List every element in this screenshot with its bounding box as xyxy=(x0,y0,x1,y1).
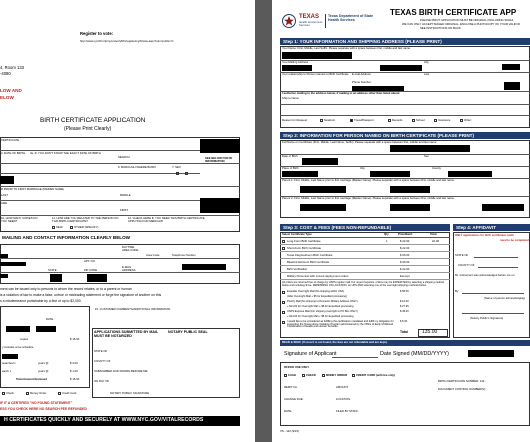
other-label: OTHER (SPECIFY) xyxy=(74,225,99,229)
fee-search-amount: $ 1.00 xyxy=(70,369,78,373)
form-title: BIRTH CERTIFICATE APPLICATION xyxy=(40,117,146,124)
office-check: CHECK xyxy=(306,373,316,377)
fee-item[interactable] xyxy=(280,266,450,273)
affidavit-county: COUNTY OF xyxy=(458,263,475,267)
register-url[interactable]: http://www.nyccfb.info/nycvotes/VRC/registeringToVote.aspx?utm=public rfv xyxy=(80,39,174,43)
ship-checkbox[interactable] xyxy=(282,311,285,314)
reason-school-checkbox[interactable] xyxy=(412,119,415,122)
ship-price: $ 45.00 xyxy=(400,310,409,313)
payment-check-checkbox[interactable] xyxy=(2,392,5,395)
fee-total-label: Total Amount Enclosed xyxy=(16,377,47,381)
redaction xyxy=(502,64,520,70)
warning-line-1: ment can be issued only to persons to whom the record relates, or to a parent or human xyxy=(0,287,132,291)
form-subtitle: (Please Print Clearly) xyxy=(64,126,112,132)
red-note-1: LOW AND xyxy=(0,88,22,93)
note-2: WE CAN ONLY ACCEPT MAILED ORIGINAL. ENCLOSE A PHOTOCOPY OF YOUR VALID ID xyxy=(402,22,521,26)
fee-col-qty: Qty xyxy=(384,232,389,236)
ship-name: Expedite Overnight Mail (No shipping within USA) xyxy=(287,290,345,293)
fee-item-price: $ 22.00 xyxy=(400,239,410,243)
fee-total-amount: $ 15.00 xyxy=(70,377,80,381)
date-signed-label: Date Signed (MM/DD/YYYY) xyxy=(380,351,449,357)
fee-col-price: Price/Each xyxy=(398,232,413,236)
redaction xyxy=(200,139,240,153)
affidavit-red: ONLY applications for birth certificates (with xyxy=(455,233,514,237)
step1-relationship: Your relationship to Person named on Birth Certificate xyxy=(282,72,349,76)
redaction xyxy=(390,204,430,211)
self-label: SELF xyxy=(56,225,63,229)
office-credit-checkbox[interactable] xyxy=(352,374,355,377)
fee-item-name: Short-Form Birth Certificate xyxy=(287,246,322,250)
ship-name: USPS Express Mail (For shipping overnight to PO Box ONLY) xyxy=(287,310,358,313)
step1-ship-to: Ship to Name xyxy=(282,96,299,100)
ship-name: + $14.00 for Overnight Mail + $5 for Expedited processing xyxy=(287,305,354,308)
footer-text: H CERTIFICATES QUICKLY AND SECURELY AT WWW.NYC.GOV/VITALRECORDS xyxy=(4,417,204,423)
redaction xyxy=(390,186,430,193)
field-certificate: CERTIFICATE xyxy=(1,138,20,142)
sex-male-checkbox[interactable] xyxy=(176,172,179,175)
note-1: PLEASE PRINT. APPLICATION MUST BE ORIGINAL (INCLUDING SIGNA xyxy=(420,18,514,22)
office-cash-checkbox[interactable] xyxy=(284,374,287,377)
mail-header: MAILING AND CONTACT INFORMATION CLEARLY BELOW xyxy=(2,235,131,240)
fee-item-checkbox[interactable] xyxy=(282,247,285,250)
redaction xyxy=(300,186,346,193)
reason-travel-checkbox[interactable] xyxy=(350,119,353,122)
field-borough: 6. BOROUGH WHERE BORN xyxy=(118,165,156,169)
field-mother-maiden: R PRIOR TO FIRST MARRIAGE (MAIDEN NAME) xyxy=(1,187,65,191)
step2-place: Place of Birth xyxy=(282,166,299,170)
reason-insurance-checkbox[interactable] xyxy=(434,119,437,122)
not-found-2: ESS YOU CHECK HERE NO SEARCH FEE REFUNDED xyxy=(0,407,87,411)
field-copies: 10. HOW MANY COPIES DO YOU NEED? xyxy=(1,216,38,223)
birth-cert-number: BIRTH CERTIFICATE NUMBER: 142 - xyxy=(438,379,487,383)
step2-full-name: Full Name on Certificate (First, Middle, Last Name, Suffix). Please separate with a space between first, middle and last name. xyxy=(282,140,438,144)
read-sign: READ & SIGN: (If record is not found, the fees are not refundable and are kept.) xyxy=(282,340,388,344)
office-money-order-checkbox[interactable] xyxy=(322,374,325,377)
step2-county: County xyxy=(432,166,441,170)
notary-signature: NOTARY PUBLIC SIGNATURE xyxy=(110,391,150,395)
ship-checkbox[interactable] xyxy=(282,321,285,324)
field-search: SEARCH xyxy=(118,155,130,159)
redaction xyxy=(0,254,8,258)
field-last: LAST xyxy=(1,193,8,197)
office-change: CHANGE DUE: xyxy=(284,397,304,401)
office-credit: CREDIT CARD (with fee only) xyxy=(356,373,395,377)
address-line-2: -4080 xyxy=(0,71,11,76)
fee-item-total: 22.00 xyxy=(432,239,439,243)
redaction xyxy=(36,326,56,332)
field-sex: 7. SEX xyxy=(172,165,181,169)
office-location: LOCATION xyxy=(336,397,351,401)
reason-other: Other: xyxy=(464,118,472,122)
payment-check: Check xyxy=(6,391,14,395)
register-label: Register to vote: xyxy=(80,31,114,36)
affidavit-name-person: (Name of person acknowledging) xyxy=(484,296,526,300)
seal-hhs: Health and Human Services xyxy=(299,20,323,27)
office-cash: CASH xyxy=(288,373,296,377)
field-middle: MIDDLE xyxy=(120,193,131,197)
redaction xyxy=(282,65,312,71)
notary-seal: NOTARY PUBLIC SEAL xyxy=(168,330,208,334)
reason-travel: Travel/Passport xyxy=(354,118,374,122)
office-amount: AMOUNT xyxy=(336,385,349,389)
mail-daytime: DAYTIME AREA CODE xyxy=(122,245,139,252)
fee-item-price: $ 22.00 xyxy=(400,246,410,250)
field-unknown-dob: 3a. IF YOU DON'T KNOW THE EXACT DATE OF BIRTH xyxy=(30,151,101,155)
texas-birth-certificate-form xyxy=(272,0,530,442)
reason-label: Reason for Request: xyxy=(282,118,308,122)
fee-item-price: Exempt xyxy=(400,274,410,278)
notary-subscribed: SUBSCRIBED AND SWORN BEFORE ME xyxy=(94,369,148,373)
fee-copies-amount: $ 15.00 xyxy=(70,337,80,341)
step-4-header: Step 4: AFFIDAVIT xyxy=(453,224,530,231)
total-value: 135.00 xyxy=(422,329,438,335)
fee-item-name: Texas Flag Heirloom Birth Certificate xyxy=(287,253,333,257)
field-first: FIRST xyxy=(120,208,129,212)
redaction xyxy=(0,274,8,278)
field-relationship: 11. HOW ARE YOU RELATED TO THE PERSON ON THIS BIRTH CERTIFICATE? xyxy=(52,216,119,223)
office-box xyxy=(280,362,530,426)
notary-county: COUNTY OF xyxy=(94,359,111,363)
fee-item[interactable] xyxy=(280,245,450,252)
redaction xyxy=(2,354,18,359)
fee-item-price: $ 22.00 xyxy=(400,267,410,271)
step1-last: Last xyxy=(424,72,430,76)
ship-name: + $14.00 for Overnight Mail + $5 for Expedited processing xyxy=(287,315,354,318)
mail-apt: APT. NO. xyxy=(84,259,96,263)
reason-newborn: Newborn xyxy=(324,118,336,122)
redaction xyxy=(182,264,226,270)
other-checkbox[interactable] xyxy=(70,226,73,229)
self-checkbox[interactable] xyxy=(52,226,55,229)
reason-insurance: Insurance xyxy=(438,118,451,122)
date-label: DATE xyxy=(46,317,54,321)
office-filed-by: FILED BY STAFF: xyxy=(336,409,359,413)
affidavit-red-2: need to be completed xyxy=(500,238,529,242)
ship-price: $ 10.00 xyxy=(400,300,409,303)
fee-search: earch x xyxy=(2,369,12,373)
step1-address: Your Mailing Address xyxy=(282,60,309,64)
address-line-1: 4, Room 133 xyxy=(0,65,24,70)
field-father-name: AME xyxy=(1,201,8,205)
agency-name: Texas Department of State Health Services xyxy=(328,14,374,22)
fee-item-price: $ 60.00 xyxy=(400,260,410,264)
fee-item-list xyxy=(280,238,450,280)
office-check-checkbox[interactable] xyxy=(302,374,305,377)
affidavit-by: By xyxy=(455,289,459,293)
texas-hhs-seal-icon xyxy=(282,14,296,28)
redaction xyxy=(50,274,62,282)
seal-texas: TEXAS xyxy=(299,14,320,20)
warning-line-2: is a violation of law to make a false, untrue or misleading statement or forge the signature of another on this xyxy=(0,293,162,297)
affidavit-state: STATE OF xyxy=(455,253,469,257)
customer-comments: 15. CUSTOMER COMMENTS/ADDITIONAL INFORMATION xyxy=(95,307,171,311)
ship-checkbox[interactable] xyxy=(282,291,285,294)
fee-item-name: Military Personnel with current deployment orders xyxy=(287,274,349,278)
fee-searched-units: years @ xyxy=(38,361,49,365)
redaction xyxy=(282,171,318,177)
ship-name: Priority Mail (No shipping to Domestic Military Address ONLY) xyxy=(287,300,358,303)
redaction xyxy=(390,145,470,152)
reason-other-checkbox[interactable] xyxy=(460,119,463,122)
reason-school: School xyxy=(416,118,425,122)
mail-telephone: Telephone Number xyxy=(172,253,196,257)
fee-item[interactable] xyxy=(280,238,450,245)
mail-state: STATE xyxy=(48,268,57,272)
payment-money-order: Money Order xyxy=(30,391,47,395)
ship-price: $ 27.95 xyxy=(400,305,409,308)
redaction xyxy=(482,204,524,211)
texas-title: TEXAS BIRTH CERTIFICATE APP xyxy=(390,8,517,17)
step-3-header: Step 3: COST & FEES (FEES NON-REFUNDABLE) xyxy=(280,224,450,231)
not-found-1: IF IT A CERTIFIED "NO FOUND STATEMENT" xyxy=(0,401,73,405)
sex-female-checkbox[interactable] xyxy=(185,172,188,175)
step1-phone: Phone Number xyxy=(352,80,371,84)
payment-credit-checkbox[interactable] xyxy=(58,392,61,395)
notarized-note: APPLICATIONS SUBMITTED BY MAIL MUST BE NOTARIZED xyxy=(94,330,159,338)
step-1-header: Step 1: YOUR INFORMATION AND SHIPPING ADDRESS (PLEASE PRINT) xyxy=(280,38,530,45)
notary-state: STATE OF xyxy=(94,349,108,353)
redaction xyxy=(87,274,107,282)
fee-searched-amount: $ 3.00 xyxy=(70,361,78,365)
step2-dob: Date of Birth xyxy=(282,154,298,158)
affidavit-notary-sig: (Notary Public's Signature) xyxy=(470,316,504,320)
mail-area-code: Area Code xyxy=(146,253,160,257)
fee-schedule: y includes a fee schedule xyxy=(2,345,34,349)
fee-item[interactable] xyxy=(280,252,450,259)
redaction xyxy=(300,204,346,211)
step1-email: E-mail Address xyxy=(352,72,371,76)
affidavit-box xyxy=(453,232,530,338)
ship-list xyxy=(280,290,450,333)
payment-money-order-checkbox[interactable] xyxy=(26,392,29,395)
redaction xyxy=(352,86,404,91)
redaction xyxy=(302,158,338,165)
fee-item[interactable] xyxy=(280,273,450,280)
redaction xyxy=(370,171,410,177)
field-medicaid: 12. CHECK HERE IF YOU NEED THIS BIRTH CERTIFICATE APPLYING FOR MEDICAID xyxy=(128,216,205,223)
ship-name: I would like to be considered as fulfilling the certification mandated and fulfill my obligation for supporting the Texas Home Visitation Program administered by the Office of Early Childhood Coordination of Health and Human Services. xyxy=(287,320,394,329)
step1-city: City xyxy=(424,60,429,64)
fee-item-name: Long-Form Birth Certificate xyxy=(287,239,321,243)
step2-parent1: Parent 1: First, Middle, Last Name prior to first marriage (Maiden Name). Please separate with a space between first, middle and last name. xyxy=(282,178,455,182)
fee-col-total: Total xyxy=(430,232,437,236)
redaction xyxy=(504,82,520,90)
redaction xyxy=(200,198,240,213)
redaction xyxy=(282,52,352,59)
fee-item[interactable] xyxy=(280,259,450,266)
fee-item-checkbox[interactable] xyxy=(282,240,285,243)
office-remit: REMIT No. xyxy=(284,385,298,389)
ship-price: $ 5.00 xyxy=(400,320,408,323)
redaction xyxy=(468,350,514,357)
reason-records: Records xyxy=(392,118,403,122)
ship-price: $ 55.00 xyxy=(400,290,409,293)
signature-label: Signature of Applicant xyxy=(284,351,337,357)
warning-line-3: s a misdemeanor punishable by a fine of up to $2,000. xyxy=(0,299,82,303)
red-note-2: ELOW xyxy=(0,95,14,100)
fee-copies: copies xyxy=(20,337,29,341)
payment-credit: Credit Card xyxy=(62,391,77,395)
step2-sex: Sex xyxy=(424,154,429,158)
ship-checkbox[interactable] xyxy=(282,301,285,304)
doc-control-number: DOCUMENT CONTROL NUMBER(S): xyxy=(438,387,486,391)
redaction xyxy=(0,262,26,266)
mail-email: E-MAIL ADDRESS xyxy=(122,265,136,272)
mail-zip: ZIP CODE xyxy=(84,268,98,272)
fee-col-type: Select Certificate Type xyxy=(282,232,312,236)
redaction xyxy=(6,326,30,332)
office-use: OFFICE USE ONLY xyxy=(284,365,310,369)
affidavit-acknowledged: Mr. Instrument was acknowledged before me on xyxy=(455,273,515,277)
form-number: VS - 142 (9/15) xyxy=(280,429,299,433)
office-date: DATE: xyxy=(284,409,293,413)
field-date-of-birth: 2. DATE OF BIRTH xyxy=(1,151,26,155)
step1-name: Your Name: First, Middle, Last Suffix. Please separate with a space between first, middle and last name. xyxy=(282,46,411,50)
note-3: SEE INSTRUCTIONS ON BACK xyxy=(420,26,461,30)
fee-item-price: $ 60.00 xyxy=(400,253,410,257)
redaction xyxy=(380,65,422,71)
fee-search-units: years @ xyxy=(38,369,49,373)
redaction xyxy=(448,171,492,177)
fee-searched: searched x xyxy=(2,361,16,365)
reason-records-checkbox[interactable] xyxy=(388,119,391,122)
step-2-header: Step 2: INFORMATION FOR PERSON NAMED ON BIRTH CERTIFICATE (PLEASE PRINT) xyxy=(280,132,530,139)
ship-name: (After Overnight Mail + $5 for Expedited processing) xyxy=(287,295,347,298)
office-money-order: MONEY ORDER xyxy=(326,373,348,377)
step1-authorize: I authorize mailing to the address below, if mailing to an address other than listed above: xyxy=(282,91,401,95)
ship-note: All orders are returned free of charge by USPS regular mail. For urgent requests, orders may be EXPEDITED by selecting a shipping method below and including $ fee. DEPENDING ON LOCATION, an UPS AND selecting one of the overnight shipping methods below. xyxy=(282,281,444,287)
step2-parent2: Parent 2: First, Middle, Last Name prior to first marriage (Maiden Name). Please separate with a space between first, middle and last name. xyxy=(282,196,455,200)
field-see-below: SEE BELOW FOR ID INFORMATION xyxy=(205,156,233,163)
step2-city: City xyxy=(360,166,365,170)
fee-item-qty: 1 xyxy=(386,239,388,243)
total-label: Total xyxy=(400,330,408,334)
nyc-birth-certificate-form xyxy=(0,0,255,442)
fee-item-name: Bluebird Heirloom Birth Certificate xyxy=(287,260,330,264)
reason-newborn-checkbox[interactable] xyxy=(320,119,323,122)
notary-on-day: ON DAY OF xyxy=(94,379,110,383)
redaction xyxy=(0,176,14,184)
fee-item-name: Birth Verification xyxy=(287,267,308,271)
